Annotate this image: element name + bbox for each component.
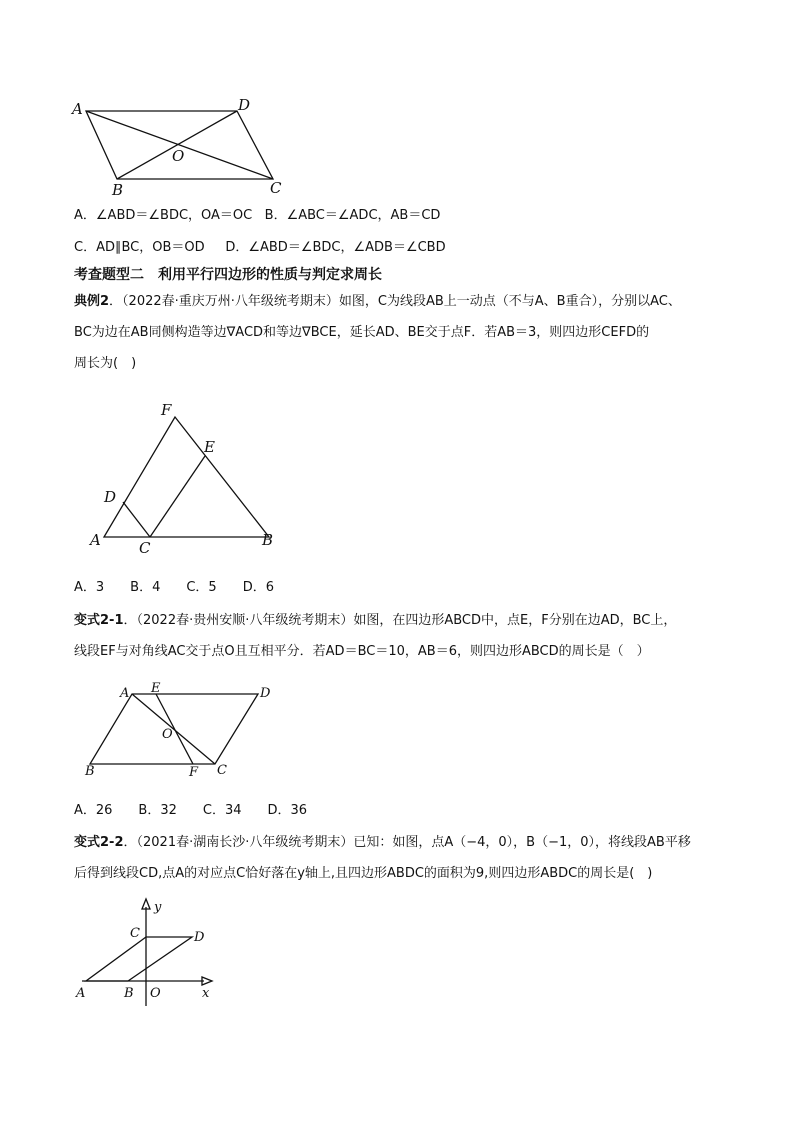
label-c: C [130,926,140,941]
q1-options-row1 [74,207,440,225]
triangle-abf [104,417,269,537]
label-a: A [120,686,130,701]
label-c: C [139,539,151,557]
figure-parallelogram-ef [80,682,290,782]
label-y: y [154,900,162,915]
label-e: E [204,438,215,456]
variant22-tag: 变式2-2 [74,835,124,850]
option-b[interactable]: B．∠ABC＝∠ADC，AB＝CD [264,208,441,223]
figure-equilateral-triangles [80,395,290,560]
diagonal-bd [117,111,237,179]
label-b: B [112,181,124,199]
segment-dc [123,502,150,537]
variant21-tag: 变式2-1 [74,613,124,628]
example2-tag: 典例2 [74,294,110,309]
option-c[interactable]: C．AD∥BC，OB＝OD [74,240,205,255]
label-a: A [72,100,83,118]
example2-text1: ．（2022春·重庆万州·八年级统考期末）如图，C为线段AB上一动点（不与A、B重合），分别以AC、 [109,294,681,309]
label-f: F [161,401,172,419]
label-a: A [90,531,101,549]
label-c: C [217,763,227,778]
label-d: D [194,930,205,945]
variant21-line1 [74,612,676,630]
variant22-text1: ．（2021春·湖南长沙·八年级统考期末）已知：如图，点A（−4，0），B（−1，0），将线段AB平移 [123,835,691,850]
variant21-text1: ．（2022春·贵州安顺·八年级统考期末）如图，在四边形ABCD中，点E，F分别在边AD，BC上， [123,613,677,628]
label-d: D [238,96,251,114]
option-a[interactable]: A．∠ABD＝∠BDC，OA＝OC [74,208,253,223]
figure-coordinate-plane [70,895,230,1010]
diagonal-ac [132,694,215,764]
label-e: E [151,681,161,696]
label-b: B [124,986,134,1001]
label-d: D [260,686,271,701]
diagonal-ac [86,111,273,179]
label-o: O [150,986,161,1001]
option-d[interactable]: D．∠ABD＝∠BDC，∠ADB＝∠CBD [225,240,446,255]
figure-parallelogram-abcd [60,95,300,205]
example2-line2: BC为边在AB同侧构造等边∇ACD和等边∇BCE，延长AD、BE交于点F．若AB＝3，则四边形CEFD的 [74,325,650,340]
variant22-line2: 后得到线段CD,点A的对应点C恰好落在y轴上,且四边形ABDC的面积为9,则四边形ABDC的周长是( ) [74,866,653,881]
section-heading: 考查题型二 利用平行四边形的性质与判定求周长 [74,267,382,283]
label-c: C [270,179,282,197]
segment-ce [150,456,205,537]
label-f: F [189,765,199,780]
label-o: O [172,147,185,165]
label-x: x [202,986,210,1001]
variant21-options[interactable]: A．26 B．32 C．34 D．36 [74,803,308,818]
variant22-line1 [74,834,691,852]
example2-line1 [74,293,681,311]
variant21-line2: 线段EF与对角线AC交于点O且互相平分．若AD＝BC＝10，AB＝6，则四边形ABCD的周长是（ ） [74,644,650,659]
label-d: D [104,488,117,506]
example2-line3: 周长为( ) [74,356,137,371]
label-a: A [76,986,86,1001]
label-b: B [85,764,95,779]
label-o: O [162,727,173,742]
example2-options[interactable]: A．3 B．4 C．5 D．6 [74,580,274,595]
q1-options-row2 [74,239,446,257]
label-b: B [262,531,274,549]
parallelogram-abdc [86,937,192,981]
